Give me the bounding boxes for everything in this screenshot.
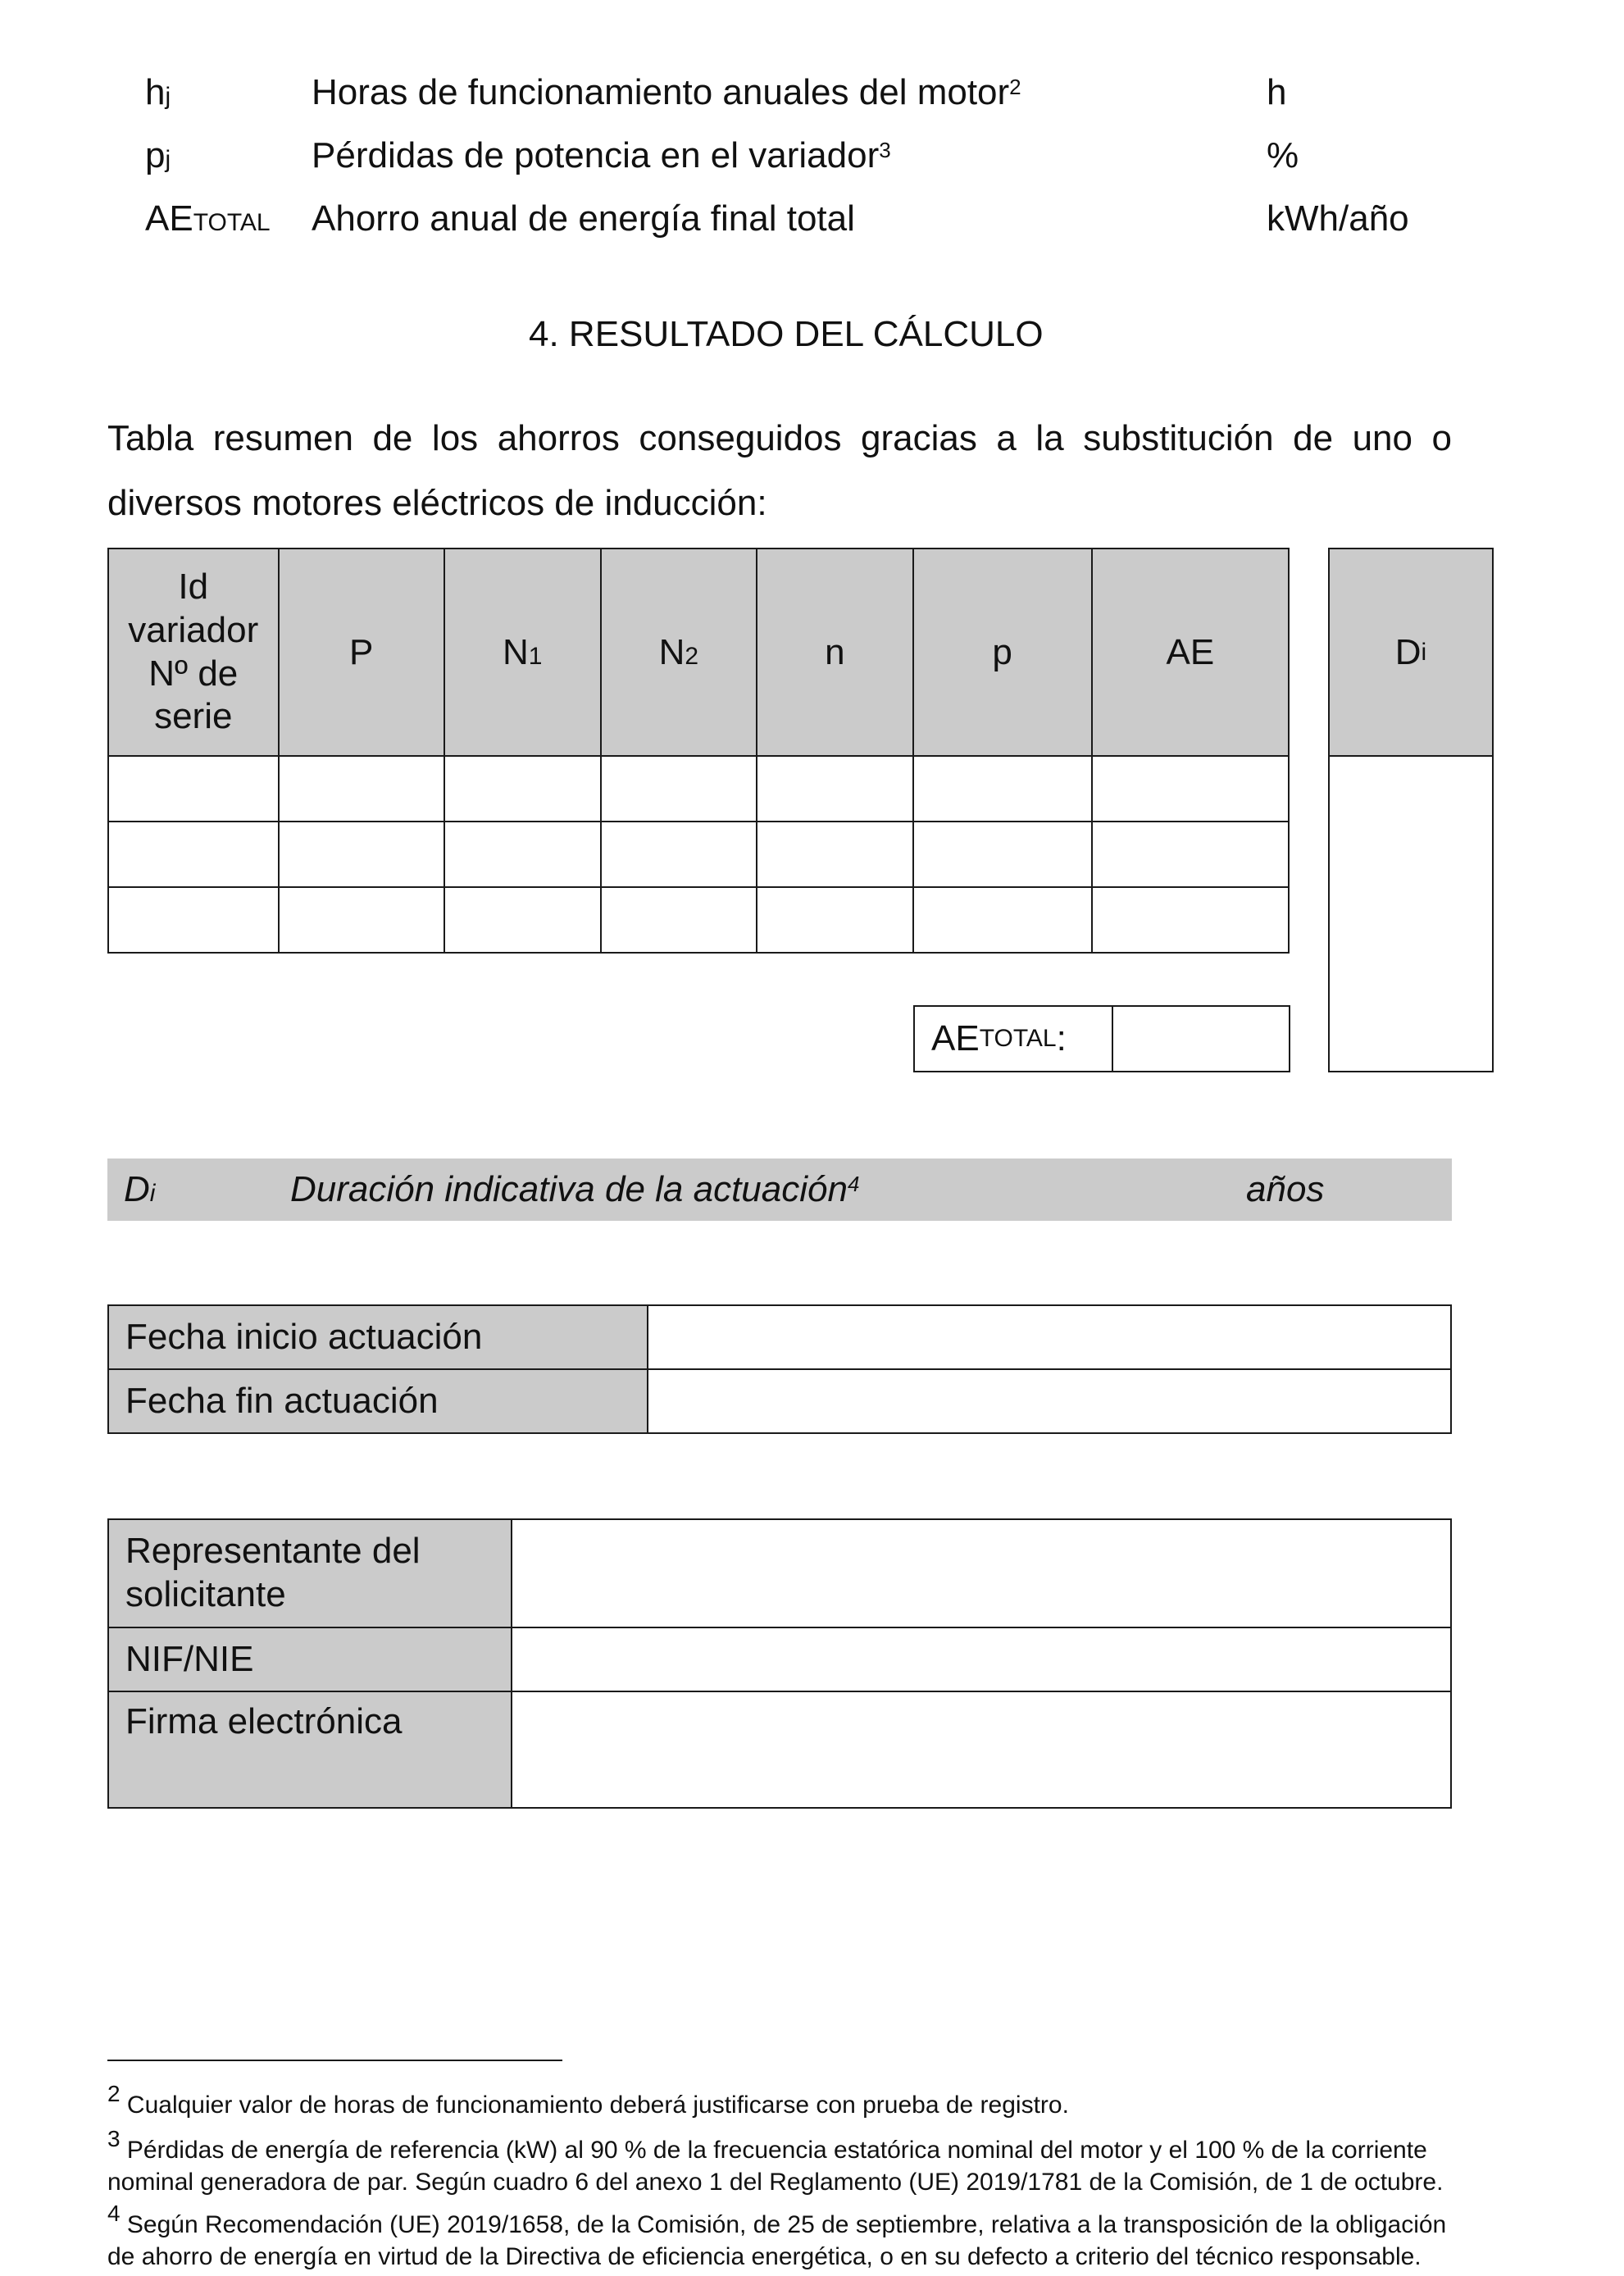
table-cell[interactable] [1092,822,1289,887]
header-id-line: Id [178,566,209,607]
end-date-field[interactable] [648,1369,1451,1433]
section-title: 4. RESULTADO DEL CÁLCULO [529,314,1044,354]
duration-description: Duración indicativa de la actuación$^4$ [290,1169,860,1209]
table-cell[interactable] [913,887,1092,953]
representative-field[interactable] [512,1519,1451,1627]
savings-table [107,548,1290,954]
table-row [108,1369,1451,1433]
header-p: P [279,549,444,756]
table-cell[interactable] [108,887,279,953]
nif-field[interactable] [512,1627,1451,1691]
signature-label: Firma electrónica [108,1691,512,1808]
legend-symbol: hj [145,72,171,112]
table-cell[interactable] [601,756,757,822]
legend-unit: % [1267,135,1299,175]
header-id-line: serie [154,696,233,737]
header-id-line: variador [128,609,259,650]
table-row [108,1627,1451,1691]
table-row [108,1691,1451,1808]
representative-label-line: solicitante [125,1574,286,1614]
legend-description: Pérdidas de potencia en el variador$^3$ [312,135,891,175]
table-row [108,756,1289,822]
table-cell[interactable] [279,887,444,953]
footnote-3-line: nominal generadora de par. Según cuadro 6 del anexo 1 del Reglamento (UE) 2019/1781 de la Comisión, de 1 de octubre. [107,2169,1444,2196]
header-n1: N1 [444,549,601,756]
dates-table [107,1304,1452,1434]
representative-label [108,1519,512,1627]
table-cell[interactable] [757,887,912,953]
table-cell[interactable] [108,756,279,822]
legend-unit: h [1267,72,1287,112]
ae-total-value[interactable] [1113,1007,1289,1071]
header-id-line: Nº de [148,653,239,694]
nif-label: NIF/NIE [108,1627,512,1691]
ae-total-row [913,1005,1290,1072]
table-cell[interactable] [601,887,757,953]
table-cell[interactable] [279,756,444,822]
duration-band [107,1158,1452,1221]
table-cell[interactable] [757,822,912,887]
table-cell[interactable] [913,822,1092,887]
legend-symbol: AETOTAL [145,198,271,239]
duration-symbol: Di [124,1169,156,1209]
header-n2: N2 [601,549,757,756]
table-cell[interactable] [1092,756,1289,822]
legend-description: Horas de funcionamiento anuales del motor$^2$ [312,72,1021,112]
table-cell[interactable] [108,822,279,887]
legend-description: Ahorro anual de energía final total [312,198,855,239]
header-id [108,549,279,756]
duration-value-cell[interactable] [1330,757,1492,1071]
signature-field[interactable] [512,1691,1451,1808]
table-row [108,1305,1451,1369]
table-cell[interactable] [444,887,601,953]
footnote-4-line: de ahorro de energía en virtud de la Directiva de eficiencia energética, o en su defecto a criterio del técnico responsable. [107,2243,1422,2270]
end-date-label: Fecha fin actuación [108,1369,648,1433]
legend-unit: kWh/año [1267,198,1409,239]
header-p-loss: p [913,549,1092,756]
table-cell[interactable] [601,822,757,887]
table-cell[interactable] [913,756,1092,822]
representative-label-line: Representante del [125,1531,421,1572]
header-ae: AE [1092,549,1289,756]
footnote-2: 2 Cualquier valor de horas de funcionamiento deberá justificarse con prueba de registro. [107,2081,1069,2119]
table-cell[interactable] [444,756,601,822]
table-cell[interactable] [1092,887,1289,953]
savings-table-header [108,549,1289,756]
footnote-4: 4 Según Recomendación (UE) 2019/1658, de la Comisión, de 25 de septiembre, relativa a la transposición de la obligación de ahorro de energía en virtud de la Directiva de eficiencia energética, o en su defecto a criterio del técnico responsable. [107,2199,1452,2273]
footnote-3: 3 Pérdidas de energía de referencia (kW) al 90 % de la frecuencia estatórica nominal del motor y el 100 % de la corriente nominal generadora de par. Según cuadro 6 del anexo 1 del Reglamento (UE) 2019/1781 de la Comisión, de 1 de octubre. [107,2124,1452,2198]
table-cell[interactable] [757,756,912,822]
start-date-label: Fecha inicio actuación [108,1305,648,1369]
duration-column [1328,548,1494,1072]
legend-symbol: pj [145,135,171,175]
table-cell[interactable] [444,822,601,887]
ae-total-label: AE TOTAL : [915,1007,1113,1071]
duration-unit: años [1246,1169,1325,1209]
header-duration: D i [1330,549,1492,757]
signature-table [107,1518,1452,1809]
intro-text-line2: diversos motores eléctricos de inducción: [107,483,767,523]
footnote-separator [107,2060,562,2061]
header-n: n [757,549,912,756]
table-row [108,822,1289,887]
intro-text-line1: Tabla resumen de los ahorros conseguidos gracias a la substitución de uno o [107,418,1452,458]
start-date-field[interactable] [648,1305,1451,1369]
table-row [108,887,1289,953]
table-cell[interactable] [279,822,444,887]
table-row [108,1519,1451,1627]
